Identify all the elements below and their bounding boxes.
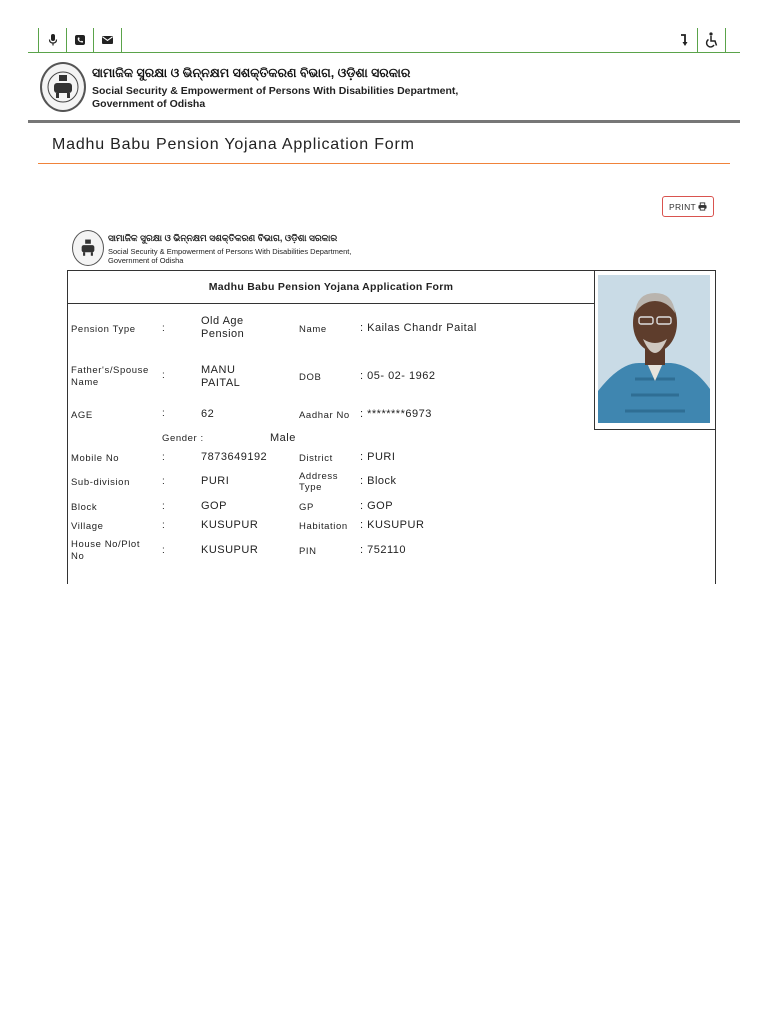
label-father-spouse-line2: Name [71,377,99,388]
colon: : [162,476,165,487]
envelope-icon[interactable] [94,28,122,52]
colon: : [162,452,165,463]
label-village: Village [71,521,104,532]
label-name: Name [299,324,327,335]
form-header [72,228,372,268]
form-header-english-line2: Government of Odisha [108,256,184,265]
department-header [38,60,458,116]
top-utility-bar [28,28,740,53]
value-subdivision: PURI [201,475,230,487]
label-gender: Gender : [162,433,204,444]
value-father-line1: MANU [201,364,236,376]
label-habitation: Habitation [299,521,348,532]
value-pension-type-line2: Pension [201,328,245,340]
label-aadhar: Aadhar No [299,410,350,421]
value-gp: : GOP [360,500,394,512]
text-resize-icon[interactable] [670,28,698,52]
page-title: Madhu Babu Pension Yojana Application Form [52,136,415,153]
value-habitation: : KUSUPUR [360,519,425,531]
label-dob: DOB [299,372,322,383]
value-father-line2: PAITAL [201,377,241,389]
colon: : [162,520,165,531]
form-header-english-line1: Social Security & Empowerment of Persons With Disabilities Department, [108,247,352,256]
print-label: PRINT [669,201,696,212]
label-gp: GP [299,502,314,513]
value-aadhar: : ********6973 [360,408,432,420]
odisha-emblem-logo-small [72,230,104,266]
header-odia-title: ସାମାଜିକ ସୁରକ୍ଷା ଓ ଭିନ୍ନକ୍ଷମ ସଶକ୍ତିକରଣ ବିଭାଗ, ଓଡ଼ିଶା ସରକାର [92,66,411,80]
colon: : [162,408,165,419]
printer-icon [698,202,707,211]
colon: : [162,370,165,381]
value-mobile: 7873649192 [201,451,268,463]
label-age: AGE [71,410,93,421]
label-subdivision: Sub-division [71,477,130,488]
odisha-emblem-logo [40,62,86,112]
phone-icon[interactable] [66,28,94,52]
header-english-line1: Social Security & Empowerment of Persons With Disabilities Department, [92,85,459,97]
colon: : [162,501,165,512]
value-name: : Kailas Chandr Paital [360,322,477,334]
label-block: Block [71,502,98,513]
applicant-photo [594,270,716,430]
value-block: GOP [201,500,227,512]
colon: : [162,545,165,556]
value-age: 62 [201,408,215,420]
label-mobile: Mobile No [71,453,120,464]
print-button[interactable] [662,196,714,217]
label-address-type-line1: Address [299,471,339,482]
label-pin: PIN [299,546,317,557]
title-divider [38,163,730,164]
form-header-odia-title: ସାମାଜିକ ସୁରକ୍ଷା ଓ ଭିନ୍ନକ୍ଷମ ସଶକ୍ତିକରଣ ବିଭାଗ, ଓଡ଼ିଶା ସରକାର [108,233,338,243]
value-address-type: : Block [360,475,397,487]
value-district: : PURI [360,451,396,463]
label-house-no-line1: House No/Plot [71,539,141,550]
form-title: Madhu Babu Pension Yojana Application Form [68,271,594,304]
header-divider [28,120,740,123]
value-village: KUSUPUR [201,519,259,531]
value-gender: Male [270,432,296,444]
label-house-no-line2: No [71,551,85,562]
colon: : [162,323,165,334]
microphone-icon[interactable] [38,28,67,52]
accessibility-icon[interactable] [698,28,726,52]
value-pin: : 752110 [360,544,407,556]
label-district: District [299,453,333,464]
value-house: KUSUPUR [201,544,259,556]
label-address-type-line2: Type [299,482,322,493]
header-english-line2: Government of Odisha [92,98,206,110]
value-dob: : 05- 02- 1962 [360,370,436,382]
label-father-spouse-line1: Father's/Spouse [71,365,149,376]
label-pension-type: Pension Type [71,324,136,335]
value-pension-type-line1: Old Age [201,315,244,327]
